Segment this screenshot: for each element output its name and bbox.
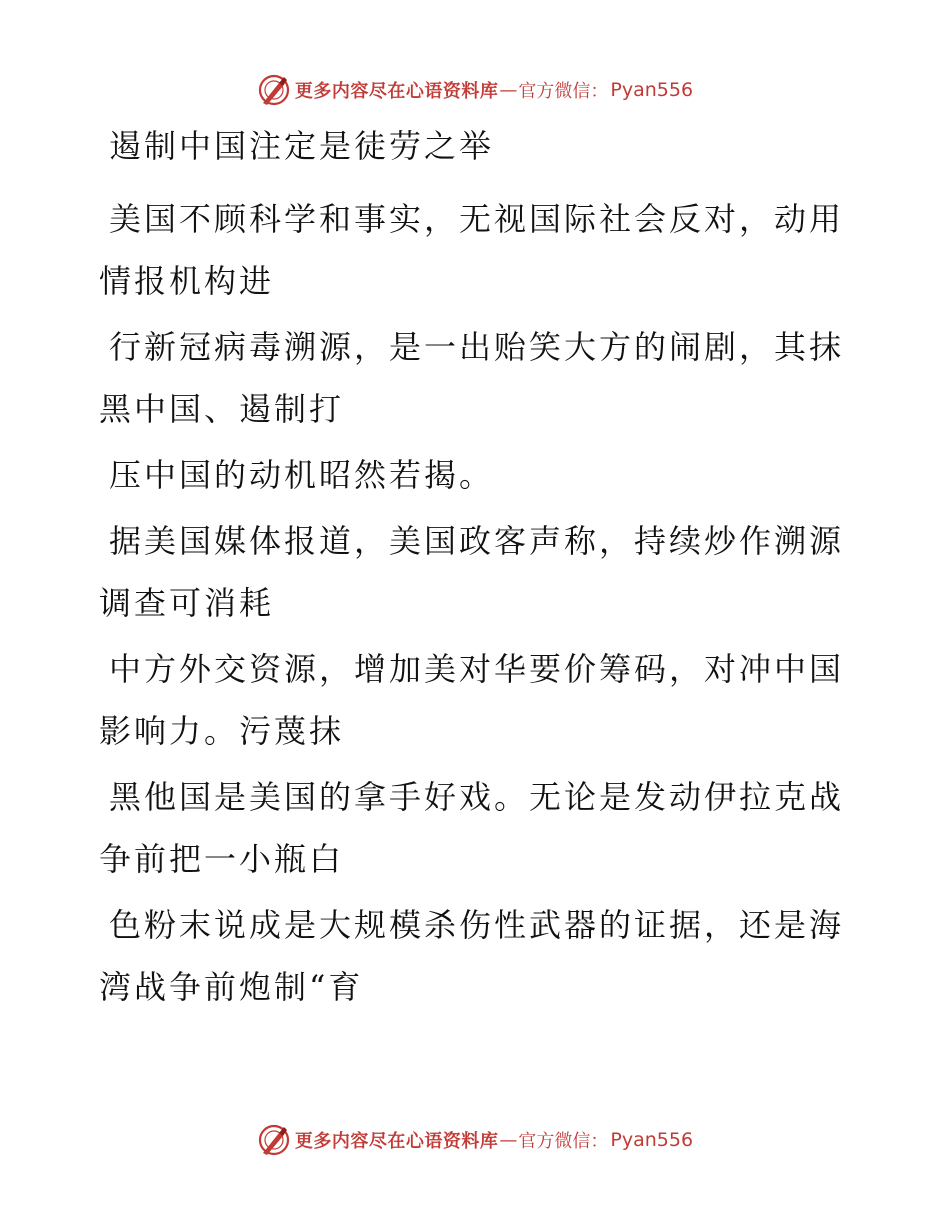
- banner-wechat-id: Pyan556: [610, 79, 694, 101]
- banner-wechat-label: 官方微信：: [518, 1131, 609, 1152]
- paragraph-list: [99, 188, 845, 1018]
- paragraph: [99, 188, 845, 312]
- banner-dash: —: [499, 79, 518, 101]
- paragraph-line-text: 据美国媒体报道，美国政客声称，持续炒作溯源: [109, 522, 845, 560]
- paragraph-line-text: 情报机构进: [99, 262, 275, 300]
- paragraph-line-text: 争前把一小瓶白: [99, 840, 345, 878]
- paragraph: [99, 510, 845, 634]
- title-text: 遏制中国注定是徒劳之举: [109, 127, 495, 165]
- banner-main-text: 更多内容尽在心语资料库: [294, 1131, 499, 1152]
- document-title: [99, 122, 839, 170]
- paragraph-line: [99, 316, 845, 378]
- paragraph-line-text: 黑他国是美国的拿手好戏。无论是发动伊拉克战: [109, 778, 845, 816]
- banner-dash: —: [499, 1129, 518, 1151]
- paragraph-line: [99, 956, 839, 1018]
- banner-wechat-label: 官方微信：: [518, 81, 609, 102]
- paragraph-line: [99, 510, 845, 572]
- paragraph-line-text: 美国不顾科学和事实，无视国际社会反对，动用: [109, 200, 845, 238]
- paragraph-line: [99, 188, 845, 250]
- pen-logo-icon: [257, 73, 291, 107]
- paragraph: [99, 638, 845, 762]
- paragraph: [99, 894, 845, 1018]
- pen-logo-icon: [257, 1123, 291, 1157]
- paragraph-line-text: 压中国的动机昭然若揭。: [109, 456, 495, 494]
- paragraph-line-text: 行新冠病毒溯源，是一出贻笑大方的闹剧，其抹: [109, 328, 845, 366]
- paragraph-line: [99, 444, 839, 506]
- paragraph-line-text: 湾战争前炮制“育: [99, 968, 364, 1006]
- footer-banner: [0, 1120, 950, 1160]
- paragraph-line: [99, 828, 839, 890]
- paragraph: [99, 766, 845, 890]
- paragraph-line-text: 调查可消耗: [99, 584, 275, 622]
- header-banner: [0, 70, 950, 110]
- paragraph-line-text: 色粉末说成是大规模杀伤性武器的证据，还是海: [109, 906, 845, 944]
- paragraph-line: [99, 572, 839, 634]
- paragraph-line-text: 影响力。污蔑抹: [99, 712, 345, 750]
- banner-wechat-id: Pyan556: [610, 1129, 694, 1151]
- document-body: [99, 122, 845, 1022]
- paragraph-line: [99, 894, 845, 956]
- paragraph-line: [99, 638, 845, 700]
- paragraph-line: [99, 700, 839, 762]
- paragraph: [99, 444, 839, 506]
- paragraph: [99, 316, 845, 440]
- paragraph-line-text: 中方外交资源，增加美对华要价筹码，对冲中国: [109, 650, 845, 688]
- paragraph-line: [99, 378, 839, 440]
- paragraph-line: [99, 250, 839, 312]
- paragraph-line: [99, 766, 845, 828]
- paragraph-line-text: 黑中国、遏制打: [99, 390, 345, 428]
- banner-main-text: 更多内容尽在心语资料库: [294, 81, 499, 102]
